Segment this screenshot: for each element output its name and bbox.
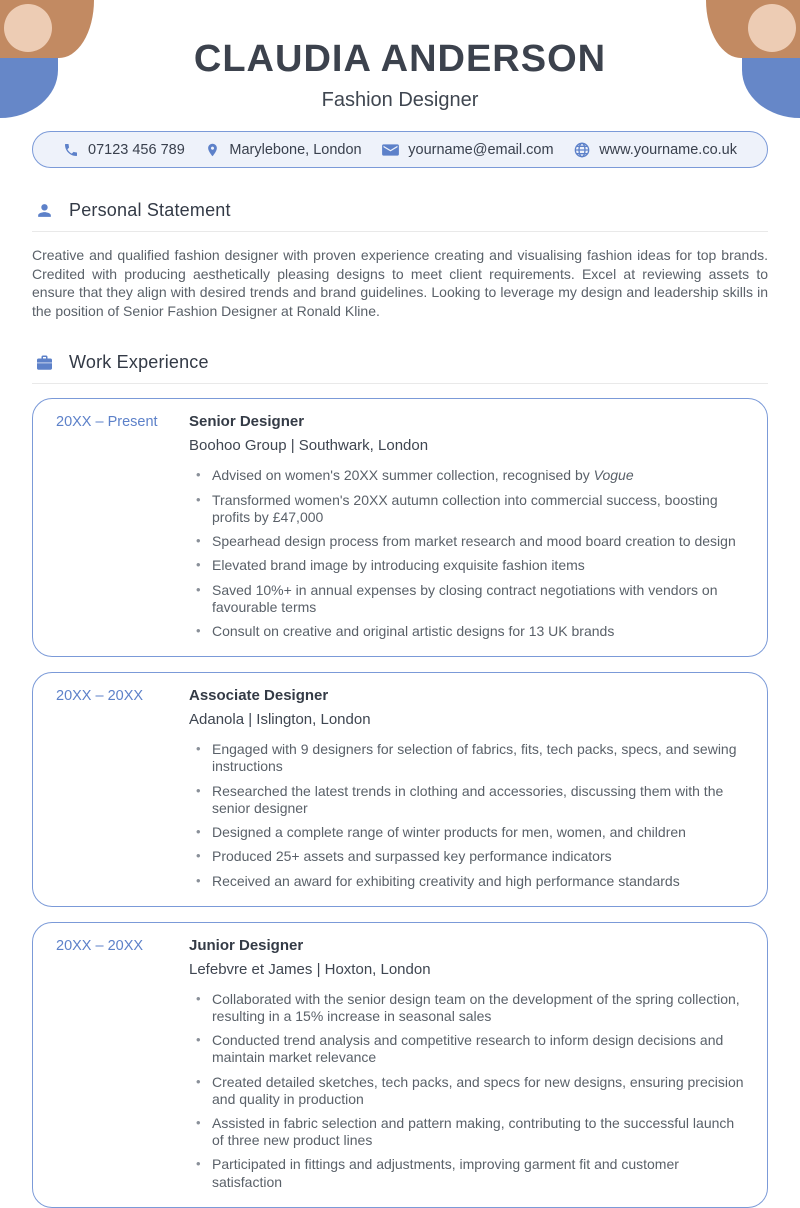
job-title: Junior Designer <box>189 936 304 954</box>
work-experience-title: Work Experience <box>69 352 209 373</box>
contact-location <box>205 142 361 158</box>
job-dates: 20XX – 20XX <box>56 937 144 954</box>
job-title: Senior Designer <box>189 413 305 431</box>
job-bullet-list <box>189 991 749 1191</box>
candidate-name: CLAUDIA ANDERSON <box>193 38 607 80</box>
contact-location-value: Marylebone, London <box>229 141 362 158</box>
job-dates: 20XX – 20XX <box>56 688 144 705</box>
job-card <box>32 922 768 1208</box>
personal-statement-title: Personal Statement <box>69 200 231 220</box>
personal-statement-text: Creative and qualified fashion designer with proven experience creating and visualising fashion ideas for top brands. Credited with producing aesthetically pleasing designs to meet client requirements. Excel at reviewing assets to ensure that they align with desired trends and brand guidelines. Looking to leverage my design and leadership skills in the position of Senior Fashion Designer at Ronald Kline. <box>32 247 768 319</box>
work-experience-header <box>32 352 768 373</box>
job-bullet-list <box>189 467 749 640</box>
person-icon <box>35 201 54 220</box>
job-company: Lefebvre et James | Hoxton, London <box>189 960 431 978</box>
job-bullet: • Created detailed sketches, tech packs, and specs for new designs, ensuring precision and quality in production <box>189 1074 749 1108</box>
job-bullet: • Advised on women's 20XX summer collection, recognised by Vogue <box>189 467 749 484</box>
personal-statement-section <box>32 200 768 320</box>
contact-website-value: www.yourname.co.uk <box>599 141 737 158</box>
job-bullet: • Transformed women's 20XX autumn collection into commercial success, boosting profits by £47,000 <box>189 492 749 526</box>
contact-email <box>382 142 553 158</box>
job-dates: 20XX – Present <box>56 414 158 431</box>
job-bullet: • Engaged with 9 designers for selection of fabrics, fits, tech packs, specs, and sewing instructions <box>189 741 749 775</box>
location-pin-icon <box>205 142 220 158</box>
work-experience-section <box>32 352 768 1207</box>
job-company: Boohoo Group | Southwark, London <box>189 437 429 455</box>
job-list <box>32 398 768 1207</box>
job-bullet: • Assisted in fabric selection and pattern making, contributing to the successful launch of three new product lines <box>189 1115 749 1149</box>
job-card <box>32 672 768 907</box>
briefcase-icon <box>35 354 54 372</box>
job-title: Associate Designer <box>189 687 329 705</box>
job-bullet: • Designed a complete range of winter products for men, women, and children <box>189 824 749 841</box>
job-body <box>189 413 749 640</box>
contact-phone <box>63 142 185 158</box>
job-body <box>189 687 749 890</box>
contact-phone-value: 07123 456 789 <box>88 141 185 158</box>
job-bullet: • Received an award for exhibiting creativity and high performance standards <box>189 873 749 890</box>
resume-header <box>0 0 800 112</box>
job-card <box>32 398 768 657</box>
candidate-job-title: Fashion Designer <box>321 89 479 111</box>
job-company: Adanola | Islington, London <box>189 711 371 729</box>
personal-statement-header <box>32 200 768 221</box>
envelope-icon <box>382 143 399 157</box>
job-bullet: • Consult on creative and original artistic designs for 13 UK brands <box>189 623 749 640</box>
contact-email-value: yourname@email.com <box>408 141 554 158</box>
job-bullet-list <box>189 741 749 890</box>
job-bullet: • Elevated brand image by introducing exquisite fashion items <box>189 557 749 574</box>
section-divider <box>32 231 768 232</box>
job-bullet: • Participated in fittings and adjustments, improving garment fit and customer satisfaction <box>189 1156 749 1190</box>
job-bullet: • Saved 10%+ in annual expenses by closing contract negotiations with vendors on favourable terms <box>189 582 749 616</box>
phone-icon <box>63 142 79 158</box>
section-divider <box>32 383 768 384</box>
job-body <box>189 937 749 1191</box>
contact-bar <box>32 131 768 168</box>
job-bullet: • Spearhead design process from market research and mood board creation to design <box>189 533 749 550</box>
globe-icon <box>574 142 590 158</box>
resume-page <box>32 131 768 1208</box>
job-bullet: • Produced 25+ assets and surpassed key performance indicators <box>189 848 749 865</box>
contact-website <box>574 142 737 158</box>
job-bullet: • Researched the latest trends in clothing and accessories, discussing them with the senior designer <box>189 783 749 817</box>
job-bullet: • Conducted trend analysis and competitive research to inform design decisions and maintain market relevance <box>189 1032 749 1066</box>
job-bullet: • Collaborated with the senior design team on the development of the spring collection, resulting in a 15% increase in seasonal sales <box>189 991 749 1025</box>
